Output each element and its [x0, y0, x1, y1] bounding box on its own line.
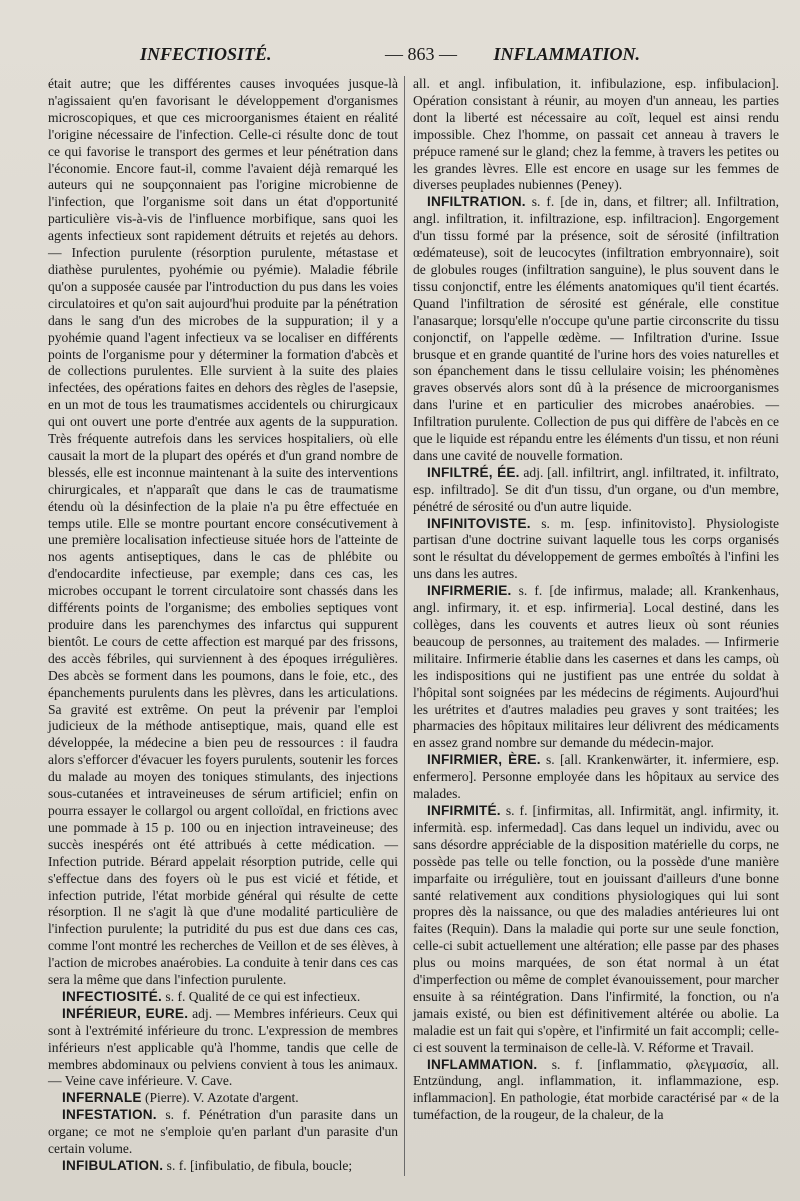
entry-text: s. f. [de in, dans, et filtrer; all. Infiltration, angl. infiltration, it. infiltrazione, esp. infiltracion]. Engorgement d'un tissu formé par la présence, soit de sérosité (infiltration œdémateuse), soit de leucocytes (infiltration embryonnaire), soit de globules rouges (infiltration sanguine), le plus souvent dans le tissu conjonctif, entre les éléments anatomiques qu'il tient écartés. Quand l'infiltration de sérosité est générale, elle constitue l'anasarque; lorsqu'elle n'occupe qu'une partie circonscrite du tissu conjonctif, on l'appelle œdème. — Infiltration d'urine. Issue brusque et en grande quantité de l'urine hors des voies naturelles et son épanchement dans le tissu cellulaire voisin; les phénomènes graves observés alors sont dû à la présence de microorganismes dans l'urine et en particulier des microbes anaérobies. — Infiltration purulente. Collection de pus qui diffère de l'abcès en ce que le liquide est répandu entre les éléments d'un tissu, et non réuni dans une cavité de nouvelle formation.: [413, 194, 780, 463]
headword: INFIBULATION.: [62, 1158, 164, 1173]
entry-inflammation: [413, 1057, 779, 1125]
running-head-right: INFLAMMATION.: [493, 44, 640, 64]
headword: INFIRMITÉ.: [427, 802, 501, 818]
continued-entry-text: all. et angl. infibulation, it. infibulazione, esp. infibulacion]. Opération consistant à réunir, au moyen d'un anneau, les parties dont la liberté est nécessaire au coït, lequel est ainsi rendu impossible. Chez l'homme, on passait cet anneau à travers le prépuce ramené sur le gland; chez la femme, à travers les petites ou les grandes lèvres. Elle est encore en usage sur les femmes de diverses peuplades nubiennes (Peney).: [413, 76, 779, 193]
column-divider: [404, 76, 405, 1176]
entry-infirmite: [413, 803, 779, 1057]
page-header: [40, 44, 770, 68]
headword: INFESTATION.: [62, 1107, 157, 1123]
left-column: [48, 76, 398, 1175]
headword: INFIRMIER, ÈRE.: [427, 752, 541, 768]
headword: INFILTRÉ, ÉE.: [427, 464, 520, 480]
entry-text: s. f. [de infirmus, malade; all. Krankenhaus, angl. infirmary, it. et esp. infirmeria]. Local destiné, dans les collèges, dans les couvents et autres lieux où sont réunies beaucoup de personnes, au traitement des malades. — Infirmerie militaire. Infirmerie établie dans les casernes et dans les camps, où les indispositions qui ne justifient pas une entrée du soldat à l'hôpital sont soignées par les médecins de régiments. Aujourd'hui les urétrites et d'autres maladies peu graves y sont traitées; les pharmacies des hôpitaux militaires leur délivrent des médicaments en assez grand nombre sur demande du médecin-major.: [413, 583, 779, 751]
entry-infiltration: [413, 194, 779, 465]
headword: INFILTRATION.: [427, 194, 526, 210]
headword: INFIRMERIE.: [427, 583, 512, 599]
entry-infectiosite: [48, 989, 398, 1006]
entry-text: s. f. [inflammatio, φλεγμασία, all. Entzündung, angl. inflammation, it. inflammazione, esp. inflammacion]. En pathologie, état morbide caractérisé par « de la tuméfaction, de la rougeur, de la chaleur, de la: [413, 1056, 780, 1123]
headword: INFLAMMATION.: [427, 1056, 538, 1072]
continued-entry-text: était autre; que les différentes causes invoquées jusque-là n'agissaient qu'en favorisant le développement d'organismes microscopiques, et que ces microorganismes étaient en réalité l'origine nécessaire de l'infection. Celle-ci résulte donc de tout ce qui favorise le transport des germes et leur pénétration dans l'économie. Encore faut-il, comme l'avaient déjà remarqué les auteurs qui ne soupçonnaient pas l'origine microbienne de l'infection, que l'organisme soit dans un état d'opportunité particulière vis-à-vis de l'influence morbifique, sans quoi les agents infectieux sont rapidement détruits et rejetés au dehors. — Infection purulente (résorption purulente, métastase et diathèse purulentes, pyohémie ou pyémie). Maladie fébrile qu'on a supposée causée par l'introduction du pus dans les voies circulatoires et qu'on sait aujourd'hui produite par la pénétration dans le sang d'un des microbes de la suppuration; il y a pyohémie quand l'agent infectieux va se localiser en différents points de l'organisme pour y déterminer la formation d'abcès et de collections purulentes. Elle survient à la suite des plaies infectées, des opérations faites en dehors des règles de l'asepsie, en un mot de tous les traumatismes accidentels ou chirurgicaux qui ont ouvert une porte d'entrée aux agents de la suppuration. Très fréquente autrefois dans les services hospitaliers, où elle causait la mort de la plupart des opérés et d'un grand nombre de blessés, elle est inconnue maintenant à la suite des interventions chirurgicales, et n'apparaît que dans le cas de traumatisme étendu où la désinfection de la plaie n'a pu être effectuée en temps utile. Elle se montre pourtant encore consécutivement à une première localisation infectieuse située hors de l'atteinte de nos agents antiseptiques, dans le cas de phlébite ou d'endocardite infectieuse, par exemple; dans ces cas, les microbes occupant le torrent circulatoire sont chassés dans les différents points de l'organisme; des embolies septiques vont produire dans les parenchymes des infarctus qui suppurent bientôt. Le cours de cette affection est marqué par des frissons, des accès fébriles, qui surviennent à des époques irrégulières. Des abcès se forment dans les poumons, dans le foie, etc., des épanchements purulents dans les plèvres, dans les articulations. Sa gravité est extrême. On peut la prévenir par l'emploi judicieux de la méthode antiseptique, mais, quand elle est développée, la médecine a bien peu de ressources : il faudra alors s'efforcer d'évacuer les foyers purulents, soutenir les forces du malade au moyen des toniques stimulants, des injections sous-cutanées et intraveineuses de sérum artificiel; enfin on pourra essayer le collargol ou argent colloïdal, en frictions avec une pommade à 15 p. 100 ou en injection intraveineuse; des succès inespérés ont été attribués à cette médication. — Infection putride. Bérard appelait résorption putride, celle qui s'effectue dans des foyers où le pus est vicié et fétide, et infection putride, l'état morbide général qui résulte de cette résorption. Il ne s'agit là que d'une modalité particulière de l'infection purulente; la putridité du pus est due dans ces cas, comme l'ont montré les recherches de Veillon et de ses élèves, à l'action de microbes anaérobies. La conduite à tenir dans ces cas sera la même que dans l'infection purulente.: [48, 76, 398, 988]
entry-infibulation: [48, 1158, 398, 1175]
headword: INFINITOVISTE.: [427, 515, 531, 531]
entry-infinitoviste: [413, 516, 779, 584]
running-head-left: INFECTIOSITÉ.: [140, 44, 272, 64]
entry-text: adj. [all. infiltrirt, angl. infiltrated, it. infiltrato, esp. infiltrado]. Se dit d'un tissu, d'un organe, ou d'un membre, pénétré de sérosité ou d'un autre liquide.: [413, 464, 779, 514]
entry-text: adj. — Membres inférieurs. Ceux qui sont à l'extrémité inférieure du tronc. L'expression de membres inférieurs n'est applicable qu'à l'homme, tandis que celle de membres abdominaux ou pelviens convient à tous les animaux. — Veine cave inférieure. V. Cave.: [48, 1005, 398, 1089]
entry-text: s. f. [infirmitas, all. Infirmität, angl. infirmity, it. infermità. esp. infermedad]. Cas dans lequel un individu, avec ou sans désordre appréciable de la disposition matérielle du corps, ne possède pas telle ou telle fonction, ou la possède d'une manière imparfaite ou irrégulière, tout en jouissant d'ailleurs d'une bonne santé relativement aux conditions physiologiques qui lui sont propres dès la naissance, ou que des maladies antérieures lui ont faites (Requin). Dans la maladie qui porte sur une seule fonction, celle-ci subit actuellement une altération; elle passe par des phases plus ou moins marquées, de son état normal à un état d'imperfection ou même de complet évanouissement, pour marcher ensuite à sa réintégration. Dans l'infirmité, la fonction, ou n'a jamais existé, ou bien est définitivement altérée ou abolie. La maladie est un fait qui s'opère, et l'infirmité un fait accompli; celle-ci est souvent la terminaison de celle-là. V. Réforme et Travail.: [413, 802, 779, 1055]
entry-text: s. f. Qualité de ce qui est infectieux.: [165, 988, 361, 1004]
headword: INFECTIOSITÉ.: [62, 988, 163, 1004]
entry-text: s. f. Pénétration d'un parasite dans un organe; ce mot ne s'emploie qu'en parlant d'un parasite d'un certain volume.: [48, 1107, 398, 1157]
entry-text: s. m. [esp. infinitovisto]. Physiologiste partisan d'une doctrine suivant laquelle tous les corps organisés sont le résultat du développement de germes emboîtés à l'infini les uns dans les autres.: [413, 515, 779, 582]
headword: INFÉRIEUR, EURE.: [62, 1005, 189, 1021]
entry-inferieur: [48, 1006, 398, 1091]
entry-infirmerie: [413, 583, 779, 752]
entry-text: (Pierre). V. Azotate d'argent.: [144, 1090, 299, 1106]
entry-infiltre: [413, 465, 779, 516]
headword: INFERNALE: [62, 1090, 142, 1106]
right-column: [413, 76, 779, 1124]
entry-text: s. f. [infibulatio, de fibula, boucle;: [166, 1158, 353, 1173]
page-number: — 863 —: [385, 44, 457, 64]
entry-infirmier: [413, 752, 779, 803]
entry-infernale: [48, 1090, 398, 1107]
entry-infestation: [48, 1107, 398, 1158]
entry-text: s. [all. Krankenwärter, it. infermiere, esp. enfermero]. Personne employée dans les hôpitaux au service des malades.: [413, 752, 779, 802]
